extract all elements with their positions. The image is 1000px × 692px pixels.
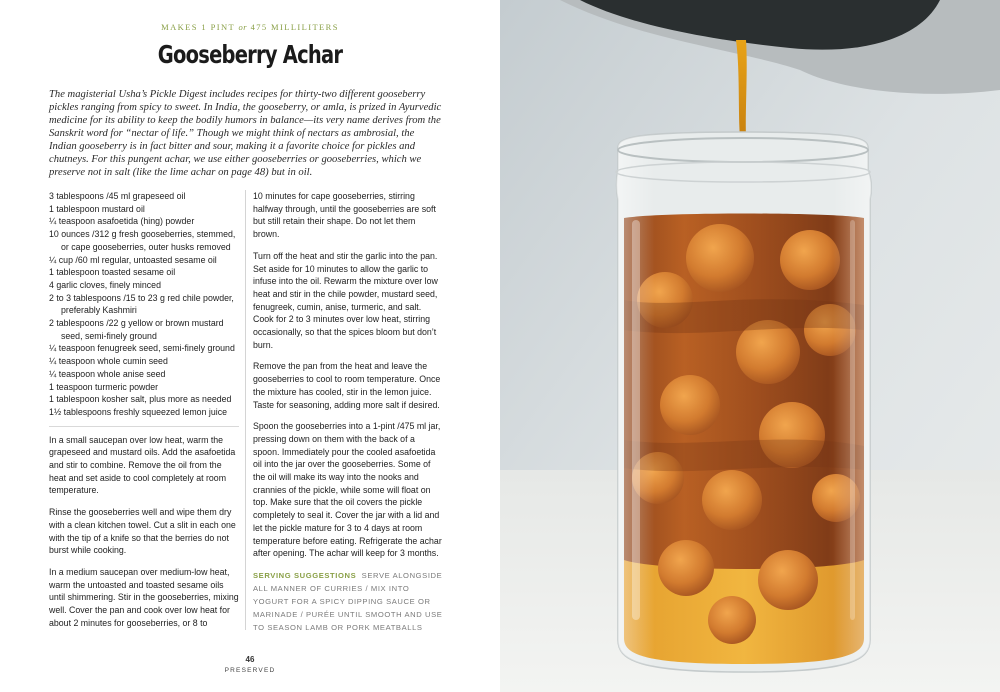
ingredient-item: ¼ teaspoon whole cumin seed bbox=[49, 356, 168, 367]
ingredient-item: ¼ teaspoon asafoetida (hing) powder bbox=[49, 216, 195, 227]
serving-suggestions bbox=[253, 569, 443, 634]
ingredient-divider bbox=[49, 426, 239, 427]
yield-or: or bbox=[238, 22, 248, 32]
method-paragraph: 10 minutes for cape gooseberries, stirring halfway through, until the gooseberries are soft but still retain their shape. Do not let them brown. bbox=[253, 191, 436, 240]
ingredient-item: 4 garlic cloves, finely minced bbox=[49, 279, 161, 290]
method-paragraph: Remove the pan from the heat and leave the gooseberries to cool to room temperature. Once the mixture has cooled, stir in the lemon juice. Taste for seasoning, adding more salt if desired. bbox=[253, 361, 441, 410]
ingredient-item: 10 ounces /312 g fresh gooseberries, stemmed, or cape gooseberries, outer husks removed bbox=[49, 229, 236, 252]
section-name: PRESERVED bbox=[224, 667, 276, 674]
gooseberry-jar-image bbox=[500, 0, 1000, 692]
page-number: 46 bbox=[245, 655, 255, 664]
method-paragraph: Turn off the heat and stir the garlic into the pan. Set aside for 10 minutes to allow the garlic to infuse into the oil. Rewarm the mixture over low heat and stir in the chile powder, mustard seed, fenugreek, cumin, anise, turmeric, and salt. Cook for 2 to 3 minutes over low heat, stirring occasionally, so that the spices bloom but don’t burn. bbox=[253, 250, 438, 350]
yield-line bbox=[0, 22, 500, 32]
ingredient-item: 3 tablespoons /45 ml grapeseed oil bbox=[49, 191, 186, 201]
ingredient-item: ¼ teaspoon fenugreek seed, semi-finely ground bbox=[49, 343, 235, 354]
ingredient-item: 1½ tablespoons freshly squeezed lemon juice bbox=[49, 406, 228, 417]
intro-paragraph: The magisterial Usha’s Pickle Digest includes recipes for thirty-two different gooseberry pickles ranging from spicy to sweet. In India, the gooseberry, or amla, is prized in Ayurvedic medicine for its ability to keep the bodily humors in balance—its very name derives from the Sanskrit word for “nectar of life.” Though we might think of nectars as ambrosial, the Indian gooseberry is in fact bitter and sour, making it a favorite choice for pickles and chutneys. For this pungent achar, we use either gooseberries or gooseberries, which we preserve not in salt (like the lime achar on page 48) but in oil. bbox=[49, 89, 442, 178]
jar-photo bbox=[500, 0, 1000, 692]
recipe-title: Gooseberry Achar bbox=[157, 40, 343, 69]
ingredient-list bbox=[49, 190, 239, 419]
ingredient-item: 1 tablespoon kosher salt, plus more as needed bbox=[49, 394, 232, 405]
method-paragraph: Spoon the gooseberries into a 1-pint /475 ml jar, pressing down on them with the back of a spoon. Immediately pour the cooled asafoetida oil into the jar over the gooseberries. Some of the oil will make its way into the nooks and crannies of the pickle, while some will float on top. Make sure that the oil covers the pickle completely to seal it. Cover the jar with a lid and let the pickle mature for 3 to 4 days at room temperature before eating. Refrigerate the achar after opening. The achar will keep for 3 months. bbox=[253, 421, 442, 559]
ingredient-item: 2 to 3 tablespoons /15 to 23 g red chile powder, preferably Kashmiri bbox=[49, 292, 234, 316]
method-paragraph: In a small saucepan over low heat, warm the grapeseed and mustard oils. Add the asafoetida and stir to combine. Remove the oil from the heat and set aside to cool completely at room temperature. bbox=[49, 434, 236, 496]
yield-metric: 475 MILLILITERS bbox=[250, 22, 339, 32]
ingredient-item: ¼ cup /60 ml regular, untoasted sesame oil bbox=[49, 254, 217, 265]
column-right bbox=[253, 190, 443, 634]
method-left bbox=[49, 434, 239, 630]
column-left bbox=[49, 190, 239, 639]
method-paragraph: Rinse the gooseberries well and wipe them dry with a clean kitchen towel. Cut a slit in each one with the tip of a knife so that the berries do not burst while cooking. bbox=[49, 507, 236, 556]
serving-text: SERVE ALONGSIDE ALL MANNER OF CURRIES / MIX INTO YOGURT FOR A SPICY DIPPING SAUCE OR MARINADE / PURÉE UNTIL SMOOTH AND USE TO SEASON LAMB OR PORK MEATBALLS bbox=[253, 570, 443, 632]
yield-label: MAKES 1 PINT bbox=[161, 22, 235, 32]
method-right bbox=[253, 190, 443, 560]
ingredient-item: 1 tablespoon mustard oil bbox=[49, 203, 145, 214]
ingredient-item: 2 tablespoons /22 g yellow or brown mustard seed, semi-finely ground bbox=[49, 318, 224, 341]
method-paragraph: In a medium saucepan over medium-low heat, warm the untoasted and toasted sesame oils until shimmering. Stir in the gooseberries, mixing well. Cover the pan and cook over low heat for about 2 minutes for gooseberries, or 8 to bbox=[49, 566, 239, 628]
column-divider bbox=[245, 190, 246, 630]
ingredient-item: 1 teaspoon turmeric powder bbox=[49, 381, 159, 392]
ingredient-item: 1 tablespoon toasted sesame oil bbox=[49, 267, 176, 278]
ingredient-item: ¼ teaspoon whole anise seed bbox=[49, 368, 166, 379]
serving-label: SERVING SUGGESTIONS bbox=[253, 570, 357, 580]
